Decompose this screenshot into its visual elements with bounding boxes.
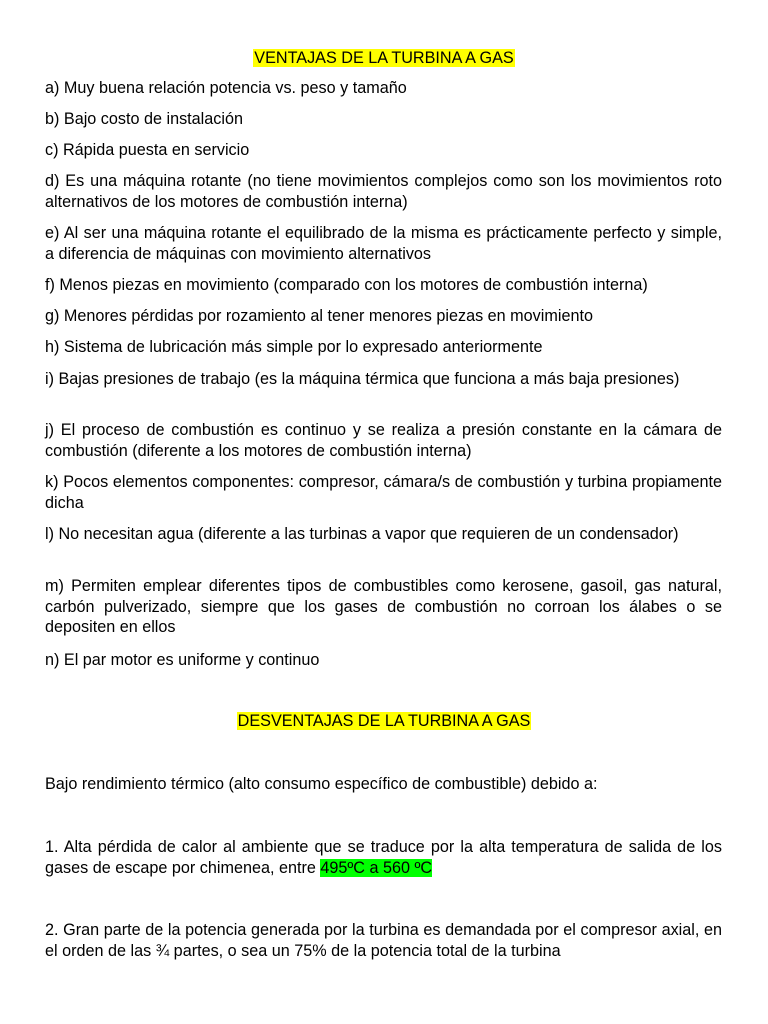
advantage-item-k: k) Pocos elementos componentes: compresor, cámara/s de combustión y turbina propiamente dicha — [45, 473, 722, 512]
advantage-item-d: d) Es una máquina rotante (no tiene movimientos complejos como son los movimientos roto alternativos de los motores de combustión interna) — [45, 172, 722, 211]
advantage-item-n: n) El par motor es uniforme y continuo — [45, 651, 320, 669]
advantage-item-c: c) Rápida puesta en servicio — [45, 141, 250, 159]
advantage-item-a: a) Muy buena relación potencia vs. peso y tamaño — [45, 79, 407, 97]
advantage-item-i: i) Bajas presiones de trabajo (es la máquina térmica que funciona a más baja presiones) — [45, 370, 680, 388]
advantage-item-l: l) No necesitan agua (diferente a las turbinas a vapor que requieren de un condensador) — [45, 525, 679, 543]
advantage-item-m: m) Permiten emplear diferentes tipos de combustibles como kerosene, gasoil, gas natural, carbón pulverizado, siempre que los gases de combustión no corroan los álabes o se depositen en ellos — [45, 577, 722, 636]
advantage-item-j: j) El proceso de combustión es continuo y se realiza a presión constante en la cámara de combustión (diferente a los motores de combustión interna) — [45, 421, 722, 460]
disadvantage-point-2: 2. Gran parte de la potencia generada por la turbina es demandada por el compresor axial, en el orden de las ¾ partes, o sea un 75% de la potencia total de la turbina — [45, 921, 722, 960]
advantage-item-b: b) Bajo costo de instalación — [45, 110, 243, 128]
disadvantages-heading-text: DESVENTAJAS DE LA TURBINA A GAS — [237, 712, 531, 730]
disadvantages-intro: Bajo rendimiento térmico (alto consumo específico de combustible) debido a: — [45, 775, 598, 793]
disadvantage-point-1-text: 1. Alta pérdida de calor al ambiente que se traduce por la alta temperatura de salida de los gases de escape por chimenea, entre — [45, 838, 722, 877]
disadvantage-point-1 — [45, 837, 722, 878]
advantage-item-h: h) Sistema de lubricación más simple por lo expresado anteriormente — [45, 338, 543, 356]
advantage-item-g: g) Menores pérdidas por rozamiento al tener menores piezas en movimiento — [45, 307, 593, 325]
disadvantages-heading — [0, 711, 768, 731]
advantages-heading-text: VENTAJAS DE LA TURBINA A GAS — [254, 49, 514, 67]
advantage-item-f: f) Menos piezas en movimiento (comparado con los motores de combustión interna) — [45, 276, 648, 294]
advantages-heading — [0, 48, 768, 68]
advantage-item-e: e) Al ser una máquina rotante el equilibrado de la misma es prácticamente perfecto y simple, a diferencia de máquinas con movimiento alternativos — [45, 224, 722, 263]
temperature-range-highlight: 495ºC a 560 ºC — [320, 858, 433, 877]
